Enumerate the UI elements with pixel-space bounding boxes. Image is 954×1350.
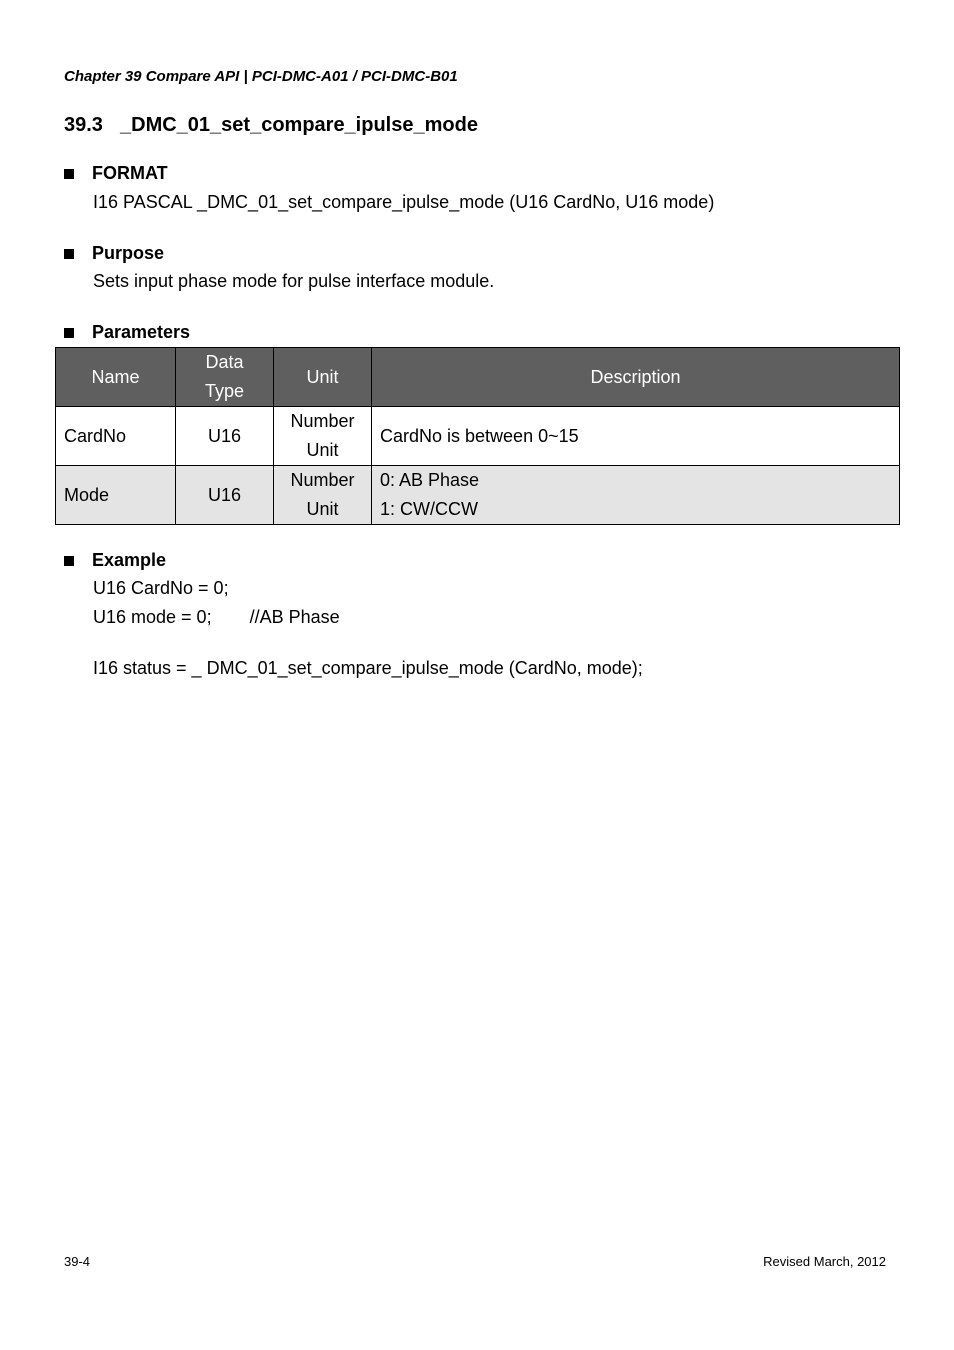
col-header-description: Description [372, 348, 900, 407]
cell-unit: Number Unit [274, 466, 372, 525]
page-number: 39-4 [64, 1254, 91, 1269]
section-title [64, 114, 478, 137]
col-header-data-type: Data Type [176, 348, 274, 407]
example-code: U16 mode = 0; [93, 607, 212, 627]
table-header-row [56, 348, 900, 407]
purpose-heading-label: Purpose [92, 243, 165, 263]
revision-date: Revised March, 2012 [763, 1254, 886, 1269]
parameters-table [55, 347, 900, 525]
example-line-2 [93, 607, 340, 628]
parameters-heading-label: Parameters [92, 322, 191, 342]
cell-name: CardNo [56, 407, 176, 466]
square-bullet-icon [64, 328, 74, 338]
cell-type: U16 [176, 466, 274, 525]
cell-unit: Number Unit [274, 407, 372, 466]
purpose-text: Sets input phase mode for pulse interface module. [93, 271, 495, 291]
cell-description: 0: AB Phase 1: CW/CCW [372, 466, 900, 525]
square-bullet-icon [64, 556, 74, 566]
parameters-heading [64, 322, 190, 343]
example-heading-label: Example [92, 550, 167, 570]
col-header-name: Name [56, 348, 176, 407]
table-row [56, 466, 900, 525]
cell-name: Mode [56, 466, 176, 525]
example-line-3: I16 status = _ DMC_01_set_compare_ipulse_mode (CardNo, mode); [93, 658, 643, 678]
example-line-1: U16 CardNo = 0; [93, 578, 229, 598]
col-header-unit: Unit [274, 348, 372, 407]
format-text: I16 PASCAL _DMC_01_set_compare_ipulse_mode (U16 CardNo, U16 mode) [93, 192, 715, 212]
format-heading [64, 163, 168, 184]
example-heading [64, 550, 166, 571]
chapter-header: Chapter 39 Compare API | PCI-DMC-A01 / PCI-DMC-B01 [64, 68, 458, 85]
section-number: 39.3 [64, 114, 103, 136]
cell-description: CardNo is between 0~15 [372, 407, 900, 466]
table-row [56, 407, 900, 466]
cell-type: U16 [176, 407, 274, 466]
purpose-heading [64, 243, 164, 264]
example-comment: //AB Phase [249, 607, 340, 627]
section-name: _DMC_01_set_compare_ipulse_mode [120, 114, 478, 136]
square-bullet-icon [64, 249, 74, 259]
format-heading-label: FORMAT [92, 163, 168, 183]
square-bullet-icon [64, 169, 74, 179]
